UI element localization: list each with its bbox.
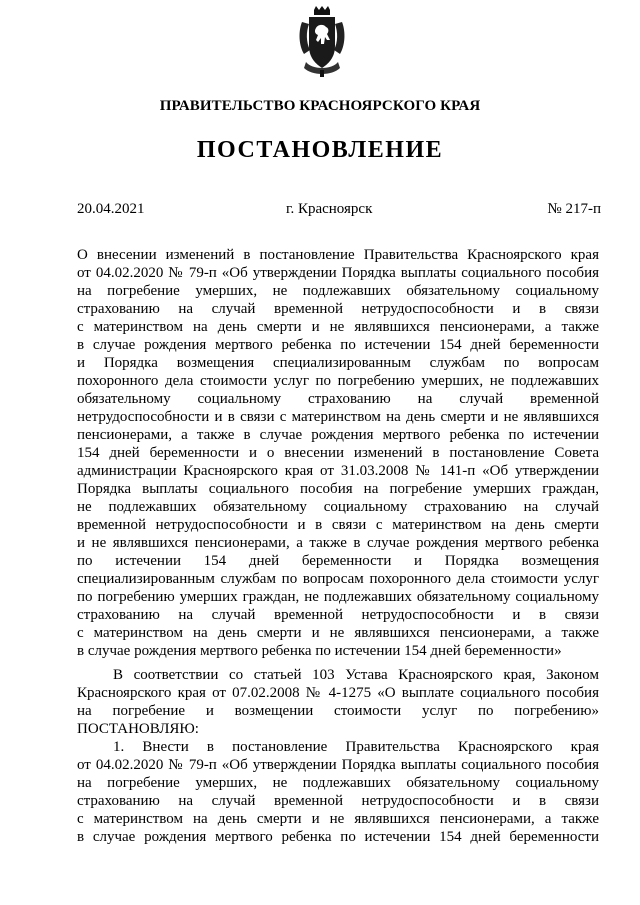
resolve-word: ПОСТАНОВЛЯЮ: [77, 721, 199, 737]
title-line: от 04.02.2020 № 79-п «Об утверждении Порядка выплаты социального пособия [77, 265, 599, 281]
document-type-title: ПОСТАНОВЛЕНИЕ [196, 137, 444, 163]
item-1-paragraph [77, 738, 599, 846]
preamble-paragraph [77, 666, 599, 738]
document-number: № 217-п [547, 201, 601, 217]
title-line: по истечении 154 дней беременности и Порядка возмещения [77, 553, 599, 569]
coat-of-arms-icon [296, 6, 348, 78]
title-line: с материнством на день смерти и не являвшихся пенсионерами, а также [77, 625, 599, 641]
title-line: специализированным службам по вопросам похоронного дела стоимости услуг [77, 571, 599, 587]
title-line: Порядка выплаты социального пособия на погребение умерших граждан, [77, 481, 599, 497]
title-line: и Порядка возмещения специализированным службам по вопросам [77, 355, 599, 371]
title-line: страхованию на случай временной нетрудоспособности и в связи [77, 301, 599, 317]
title-line: не подлежавших обязательному социальному страхованию на случай [77, 499, 599, 515]
document-city: г. Красноярск [286, 201, 373, 217]
decree-title-paragraph [77, 246, 599, 660]
title-line: в случае рождения мертвого ребенка по истечении 154 дней беременности [77, 337, 599, 353]
preamble-line: на погребение и возмещении стоимости услуг по погребению» [77, 703, 599, 719]
title-line: с материнством на день смерти и не являвшихся пенсионерами, а также [77, 319, 599, 335]
preamble-line: В соответствии со статьей 103 Устава Красноярского края, Законом [113, 667, 599, 683]
item-line: страхованию на случай временной нетрудоспособности и в связи [77, 793, 599, 809]
item-line: 1. Внести в постановление Правительства Красноярского края [113, 739, 599, 755]
title-line: похоронного дела стоимости услуг по погребению умерших, не подлежавших [77, 373, 599, 389]
title-line: нетрудоспособности и в связи с материнством на день смерти и не являвшихся [77, 409, 599, 425]
item-line: в случае рождения мертвого ребенка по истечении 154 дней беременности [77, 829, 599, 845]
item-line: с материнством на день смерти и не являвшихся пенсионерами, а также [77, 811, 599, 827]
title-line: О внесении изменений в постановление Правительства Красноярского края [77, 247, 599, 263]
item-line: от 04.02.2020 № 79-п «Об утверждении Порядка выплаты социального пособия [77, 757, 599, 773]
title-line: страхованию на случай временной нетрудоспособности и в связи [77, 607, 599, 623]
government-name: ПРАВИТЕЛЬСТВО КРАСНОЯРСКОГО КРАЯ [159, 98, 481, 114]
title-line: пенсионерами, а также в случае рождения мертвого ребенка по истечении [77, 427, 599, 443]
title-line: и не являвшихся пенсионерами, а также в случае рождения мертвого ребенка [77, 535, 599, 551]
title-line: по погребению умерших граждан, не подлежавших обязательному социальному [77, 589, 599, 605]
title-line: временной нетрудоспособности и в связи с материнством на день смерти [77, 517, 599, 533]
preamble-line: Красноярского края от 07.02.2008 № 4-1275 «О выплате социального пособия [77, 685, 599, 701]
item-line: на погребение умерших, не подлежавших обязательному социальному [77, 775, 599, 791]
document-date: 20.04.2021 [77, 201, 145, 217]
title-line: администрации Красноярского края от 31.03.2008 № 141-п «Об утверждении [77, 463, 599, 479]
title-line: 154 дней беременности и о внесении изменений в постановление Совета [77, 445, 599, 461]
title-line: обязательному социальному страхованию на случай временной [77, 391, 599, 407]
title-line: в случае рождения мертвого ребенка по истечении 154 дней беременности» [77, 643, 562, 659]
title-line: на погребение умерших, не подлежавших обязательному социальному [77, 283, 599, 299]
